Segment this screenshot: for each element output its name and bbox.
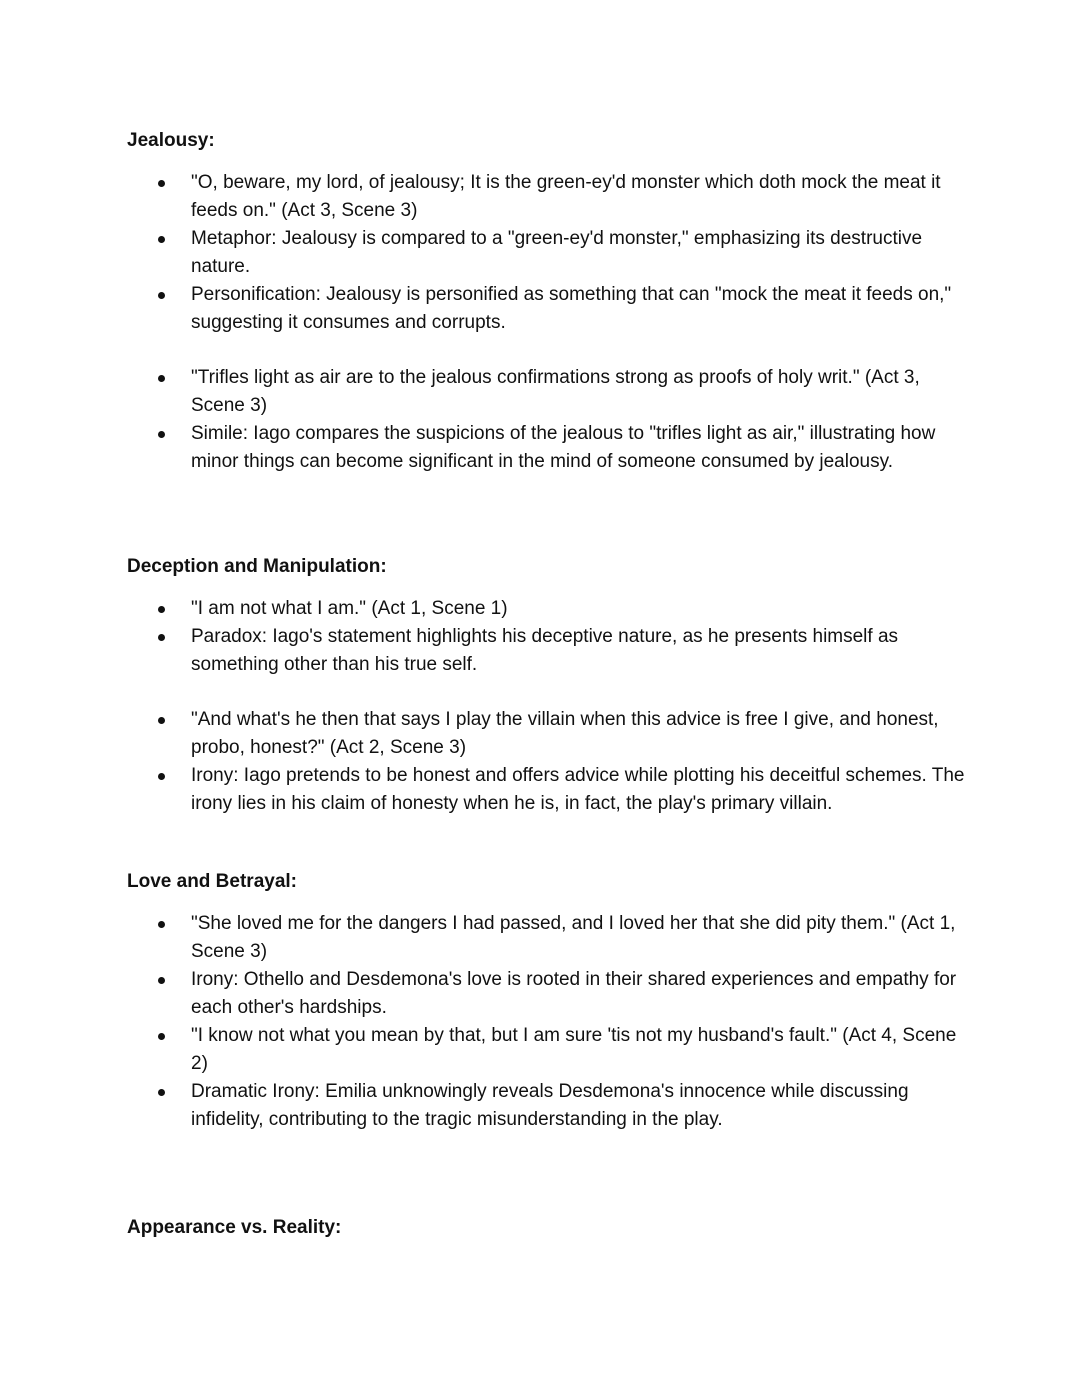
list-item — [0, 966, 966, 1022]
bullet-icon — [158, 634, 165, 641]
list-item-text: Irony: Iago pretends to be honest and offers advice while plotting his deceitful schemes. The irony lies in his claim of honesty when he is, in fact, the play's primary villain. — [191, 765, 965, 814]
list-item-text: Paradox: Iago's statement highlights his deceptive nature, as he presents himself as something other than his true self. — [191, 626, 899, 675]
section-heading-jealousy: Jealousy: — [127, 130, 215, 151]
bullet-icon — [158, 921, 165, 928]
bullet-icon — [158, 236, 165, 243]
bullet-icon — [158, 292, 165, 299]
list-spacer — [0, 679, 1080, 706]
list-item — [0, 1022, 966, 1078]
section-heading-appearance-reality: Appearance vs. Reality: — [127, 1217, 342, 1238]
list-item-text: "O, beware, my lord, of jealousy; It is the green-ey'd monster which doth mock the meat it feeds on." (Act 3, Scene 3) — [191, 172, 941, 221]
bullet-icon — [158, 717, 165, 724]
bullet-icon — [158, 606, 165, 613]
list-item-text: "Trifles light as air are to the jealous confirmations strong as proofs of holy writ." (Act 3, Scene 3) — [191, 367, 920, 416]
bullet-icon — [158, 180, 165, 187]
list-item — [0, 169, 966, 225]
list-item — [0, 910, 966, 966]
list-item-text: Irony: Othello and Desdemona's love is rooted in their shared experiences and empathy for each other's hardships. — [191, 969, 957, 1018]
bullet-list-love-betrayal — [0, 910, 1080, 1134]
list-item — [0, 225, 966, 281]
list-item-text: Personification: Jealousy is personified as something that can "mock the meat it feeds on," suggesting it consumes and corrupts. — [191, 284, 952, 333]
bullet-icon — [158, 375, 165, 382]
list-item — [0, 595, 966, 623]
list-item-text: Simile: Iago compares the suspicions of the jealous to "trifles light as air," illustrating how minor things can become significant in the mind of someone consumed by jealousy. — [191, 423, 936, 472]
bullet-list-jealousy — [0, 169, 1080, 476]
bullet-icon — [158, 1033, 165, 1040]
list-item — [0, 623, 966, 679]
list-item-text: Dramatic Irony: Emilia unknowingly reveals Desdemona's innocence while discussing infidelity, contributing to the tragic misunderstanding in the play. — [191, 1081, 909, 1130]
list-item-text: "I know not what you mean by that, but I am sure 'tis not my husband's fault." (Act 4, Scene 2) — [191, 1025, 957, 1074]
bullet-icon — [158, 977, 165, 984]
list-item — [0, 762, 966, 818]
list-item — [0, 364, 966, 420]
list-item-text: "And what's he then that says I play the villain when this advice is free I give, and honest, probo, honest?" (Act 2, Scene 3) — [191, 709, 939, 758]
list-item — [0, 706, 966, 762]
bullet-icon — [158, 773, 165, 780]
bullet-icon — [158, 1089, 165, 1096]
list-item-text: "She loved me for the dangers I had passed, and I loved her that she did pity them." (Act 1, Scene 3) — [191, 913, 956, 962]
list-item — [0, 281, 966, 337]
section-heading-love-betrayal: Love and Betrayal: — [127, 871, 297, 892]
section-heading-deception: Deception and Manipulation: — [127, 556, 387, 577]
list-item — [0, 420, 966, 476]
bullet-icon — [158, 431, 165, 438]
list-spacer — [0, 337, 1080, 364]
list-item-text: Metaphor: Jealousy is compared to a "green-ey'd monster," emphasizing its destructive nature. — [191, 228, 923, 277]
bullet-list-deception — [0, 595, 1080, 818]
list-item — [0, 1078, 966, 1134]
list-item-text: "I am not what I am." (Act 1, Scene 1) — [191, 598, 508, 619]
